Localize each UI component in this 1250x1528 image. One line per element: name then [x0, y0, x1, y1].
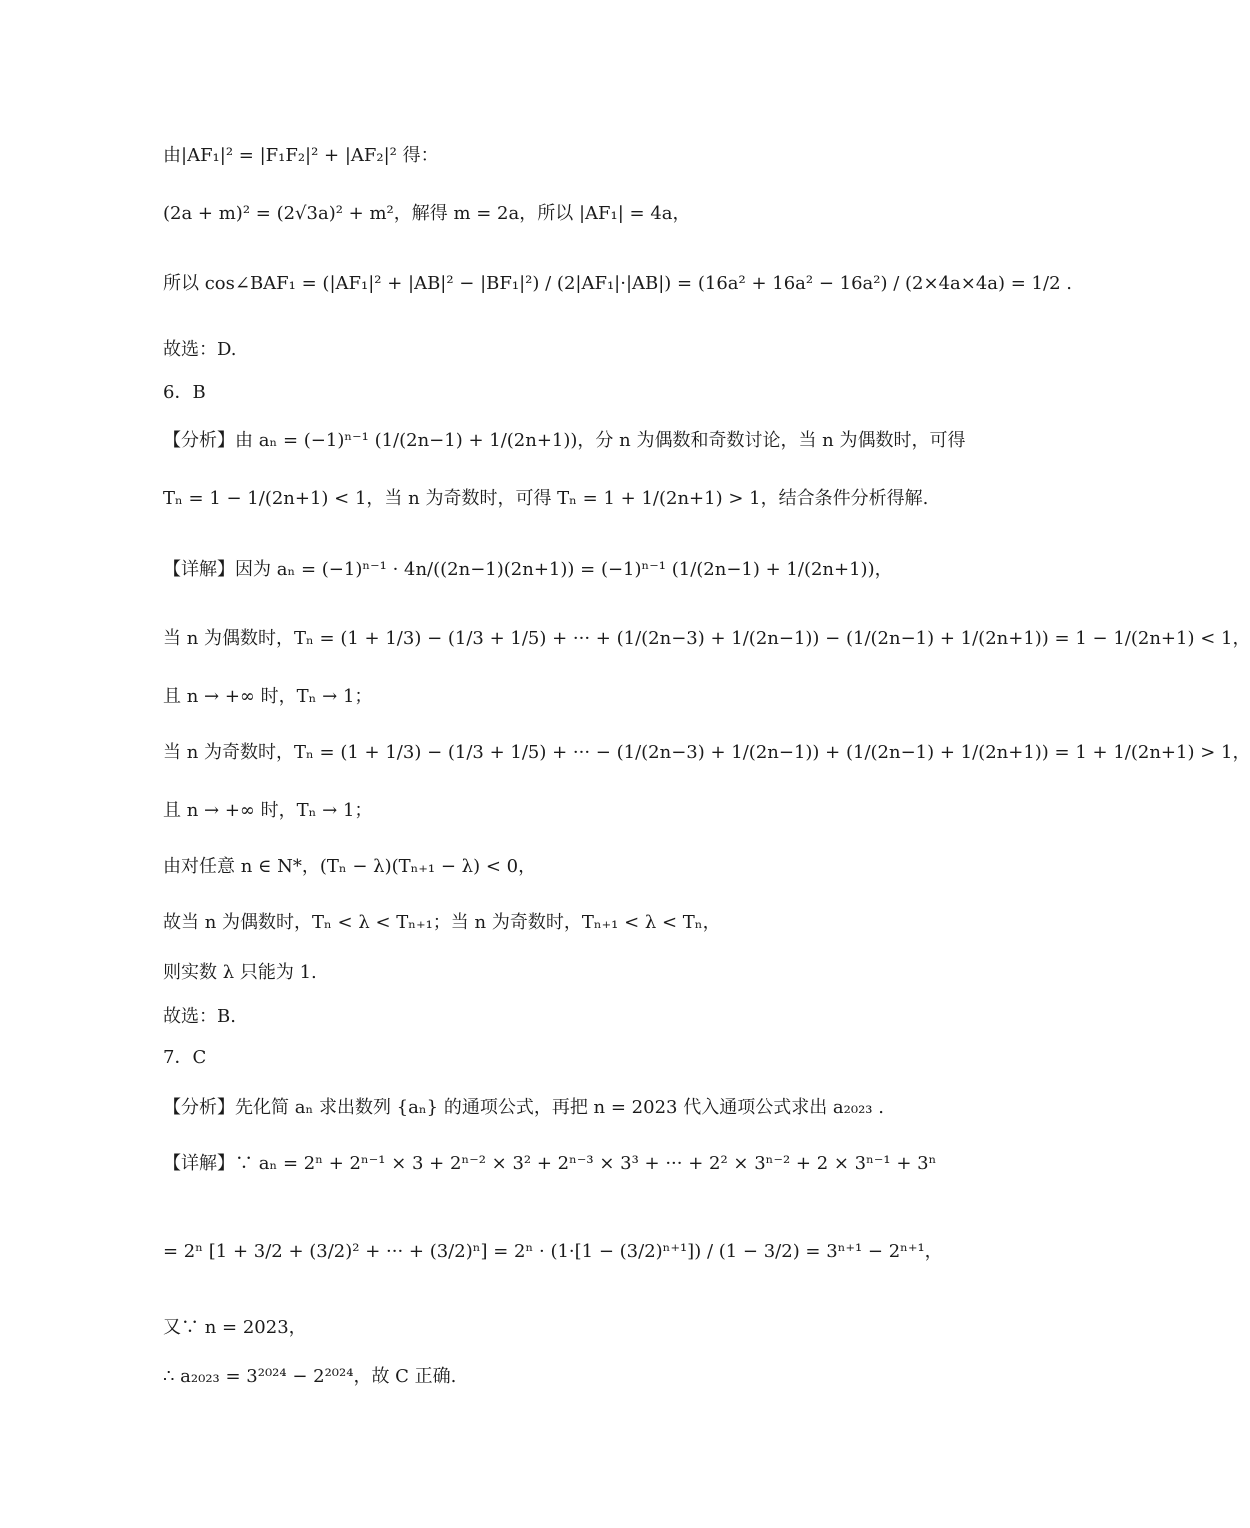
- line-cos-baf1: 所以 cos∠BAF₁ = (|AF₁|² + |AB|² − |BF₁|²) / (2|AF₁|·|AB|) = (16a² + 16a² − 16a²) / (2×4a×4a) = 1/2 .: [163, 273, 1072, 294]
- line-solve-m: (2a + m)² = (2√3a)² + m²，解得 m = 2a，所以 |AF₁| = 4a，: [163, 203, 691, 224]
- line-answer-b: 故选：B.: [163, 1006, 236, 1027]
- line-q7-conclusion: ∴ a₂₀₂₃ = 3²⁰²⁴ − 2²⁰²⁴，故 C 正确.: [163, 1366, 457, 1387]
- line-q6-analysis-cont: Tₙ = 1 − 1/(2n+1) < 1，当 n 为奇数时，可得 Tₙ = 1 + 1/(2n+1) > 1，结合条件分析得解.: [163, 488, 929, 509]
- line-answer-d: 故选：D.: [163, 339, 237, 360]
- question-6-heading: 6．B: [163, 382, 206, 403]
- line-q6-even-limit: 且 n → +∞ 时，Tₙ → 1；: [163, 686, 373, 707]
- line-q6-lambda: 则实数 λ 只能为 1.: [163, 962, 317, 983]
- line-q7-geometric-sum: = 2ⁿ [1 + 3/2 + (3/2)² + ··· + (3/2)ⁿ] = 2ⁿ · (1·[1 − (3/2)ⁿ⁺¹]) / (1 − 3/2) = 3ⁿ⁺¹ − 2ⁿ⁺¹，: [163, 1241, 943, 1262]
- line-q6-odd-case: 当 n 为奇数时，Tₙ = (1 + 1/3) − (1/3 + 1/5) + ··· − (1/(2n−3) + 1/(2n−1)) + (1/(2n−1) + 1/(2n+1)) = 1 + 1/(2n+1) > 1，: [163, 742, 1250, 763]
- line-q6-condition: 由对任意 n ∈ N*，(Tₙ − λ)(Tₙ₊₁ − λ) < 0，: [163, 856, 537, 877]
- line-q6-odd-limit: 且 n → +∞ 时，Tₙ → 1；: [163, 800, 373, 821]
- question-7-heading: 7．C: [163, 1047, 207, 1068]
- line-q7-n-value: 又∵ n = 2023，: [163, 1317, 307, 1338]
- line-q6-analysis: 【分析】由 aₙ = (−1)ⁿ⁻¹ (1/(2n−1) + 1/(2n+1))，分 n 为偶数和奇数讨论，当 n 为偶数时，可得: [163, 430, 966, 451]
- line-q6-detail: 【详解】因为 aₙ = (−1)ⁿ⁻¹ · 4n/((2n−1)(2n+1)) = (−1)ⁿ⁻¹ (1/(2n−1) + 1/(2n+1))，: [163, 559, 893, 580]
- line-q7-analysis: 【分析】先化简 aₙ 求出数列 {aₙ} 的通项公式，再把 n = 2023 代入通项公式求出 a₂₀₂₃ .: [163, 1097, 884, 1118]
- line-q6-even-case: 当 n 为偶数时，Tₙ = (1 + 1/3) − (1/3 + 1/5) + ··· + (1/(2n−3) + 1/(2n−1)) − (1/(2n−1) + 1/(2n+1)) = 1 − 1/(2n+1) < 1，: [163, 628, 1250, 649]
- line-q7-detail: 【详解】∵ aₙ = 2ⁿ + 2ⁿ⁻¹ × 3 + 2ⁿ⁻² × 3² + 2ⁿ⁻³ × 3³ + ··· + 2² × 3ⁿ⁻² + 2 × 3ⁿ⁻¹ + 3ⁿ: [163, 1153, 937, 1174]
- line-af1-equation: 由|AF₁|² = |F₁F₂|² + |AF₂|² 得：: [163, 145, 439, 166]
- line-q6-inequalities: 故当 n 为偶数时，Tₙ < λ < Tₙ₊₁；当 n 为奇数时，Tₙ₊₁ < λ < Tₙ，: [163, 912, 721, 933]
